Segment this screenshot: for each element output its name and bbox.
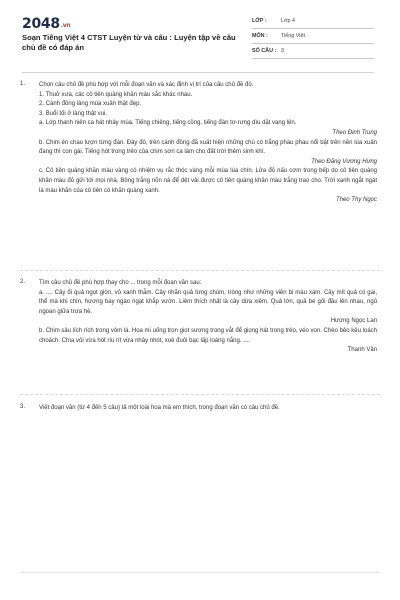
site-logo[interactable] <box>22 16 70 32</box>
passage-text: a. .... Cây ổi quả ngọt giòn, vỏ xanh thẫm. Cây nhãn quả từng chùm, tròng như những viên bi màu xám. Cây mít quả có gai, thể mà khi chín, hương bay ngào ngạt khắp vườn. Liêm thích nhất là cây dừa xiêm. Quả lớn, quả bé gối đầu lên nhau, ngủ ngoan giữa trưa hè. <box>39 289 377 315</box>
question-body <box>39 404 377 414</box>
passage-text: b. Chim sâu lích rích trong vòm lá. Họa mi uống trọn giọt sương trong vắt để giọng hát trong trẻo, véo von. Chèo bẻo kêu loách choách. Chìa vôi vừa hót ríu rít vừa nhảy nhót, xoè đuôi bạc lấp loáng nắng. .... <box>39 327 377 344</box>
meta-key: SỐ CÂU : <box>252 48 277 54</box>
meta-row-subject <box>252 29 374 44</box>
question-number: 1. <box>20 81 26 87</box>
passage-author: Thanh Vân <box>347 347 377 354</box>
passage-text: b. Chim én chao lượn từng đàn. Đây đó, trên cánh đồng đã xuất hiện những chú cò trắng phau phau nổi bật trên nền lúa xuân đang thì con gái. Tiếng hót trong trẻo của chim sơn ca làm cho đất trời thêm sinh khí. <box>39 139 377 156</box>
meta-key: MÔN : <box>252 33 268 39</box>
question-prompt: Viết đoạn văn (từ 4 đến 5 câu) tả một loài hoa mà em thích, trong đoạn văn có câu chủ đề. <box>39 405 280 411</box>
page-bottom-divider <box>20 572 380 573</box>
option-item: 2. Cánh đồng làng mùa xuân thật đẹp. <box>39 101 142 108</box>
document-meta <box>252 14 374 59</box>
logo-suffix: .vn <box>60 22 71 29</box>
question-number: 2. <box>20 279 26 285</box>
passage-author: Theo Thy Ngọc <box>335 197 377 204</box>
meta-value: Lớp 4 <box>281 18 296 24</box>
passage-author: Hương Ngọc Lan <box>330 318 377 325</box>
passage-text: a. Lớp thanh niên ca hát nhảy múa. Tiếng chiêng, tiếng cồng, tiếng đàn tơ-rưng dìu dặt vang lên. <box>39 120 297 127</box>
meta-key: LỚP : <box>252 18 267 24</box>
passage-author: Theo Đinh Trung <box>332 129 377 136</box>
meta-row-grade <box>252 14 374 29</box>
meta-value: 3 <box>281 48 284 54</box>
question-prompt: Chọn câu chủ đề phù hợp với mỗi đoạn văn và xác định vị trí của câu chủ đề đó. <box>39 82 254 88</box>
passage-author: Theo Đặng Vương Hưng <box>311 158 377 165</box>
question-body <box>39 279 377 356</box>
document-title: Soạn Tiếng Việt 4 CTST Luyện từ và câu : Luyện tập về câu chủ đề có đáp án <box>22 33 236 52</box>
meta-row-question-count <box>252 44 374 59</box>
meta-value: Tiếng Việt <box>281 33 305 39</box>
question-divider <box>20 270 380 271</box>
passage-text: c. Cô tiên quàng khăn màu vàng có nhiệm vụ rắc thóc vàng mỗi mùa lúa chín. Lửa đỏ nấu cơm trong bếp do cô tiên quàng khăn màu đỏ gửi tới mọi nhà. Bông trắng nõn nà để dệt vải được cô tiên quàng khăn màu trắng trao cho. Trời xanh ngắt ngát là màu khăn của cô tiên có khăn quàng xanh. <box>39 168 377 194</box>
question-body <box>39 81 377 206</box>
option-item: 3. Buổi tối ở làng thật vui. <box>39 110 107 117</box>
question-number: 3. <box>20 404 26 410</box>
question-prompt: Tìm câu chủ đề phù hợp thay cho ... trong mỗi đoạn văn sau: <box>39 280 202 286</box>
option-item: 1. Thuở xưa, các cô tiên quàng khăn màu sắc khác nhau. <box>39 91 193 98</box>
logo-text: 2048 <box>22 16 60 32</box>
question-divider <box>20 394 380 395</box>
header-divider <box>22 72 374 73</box>
